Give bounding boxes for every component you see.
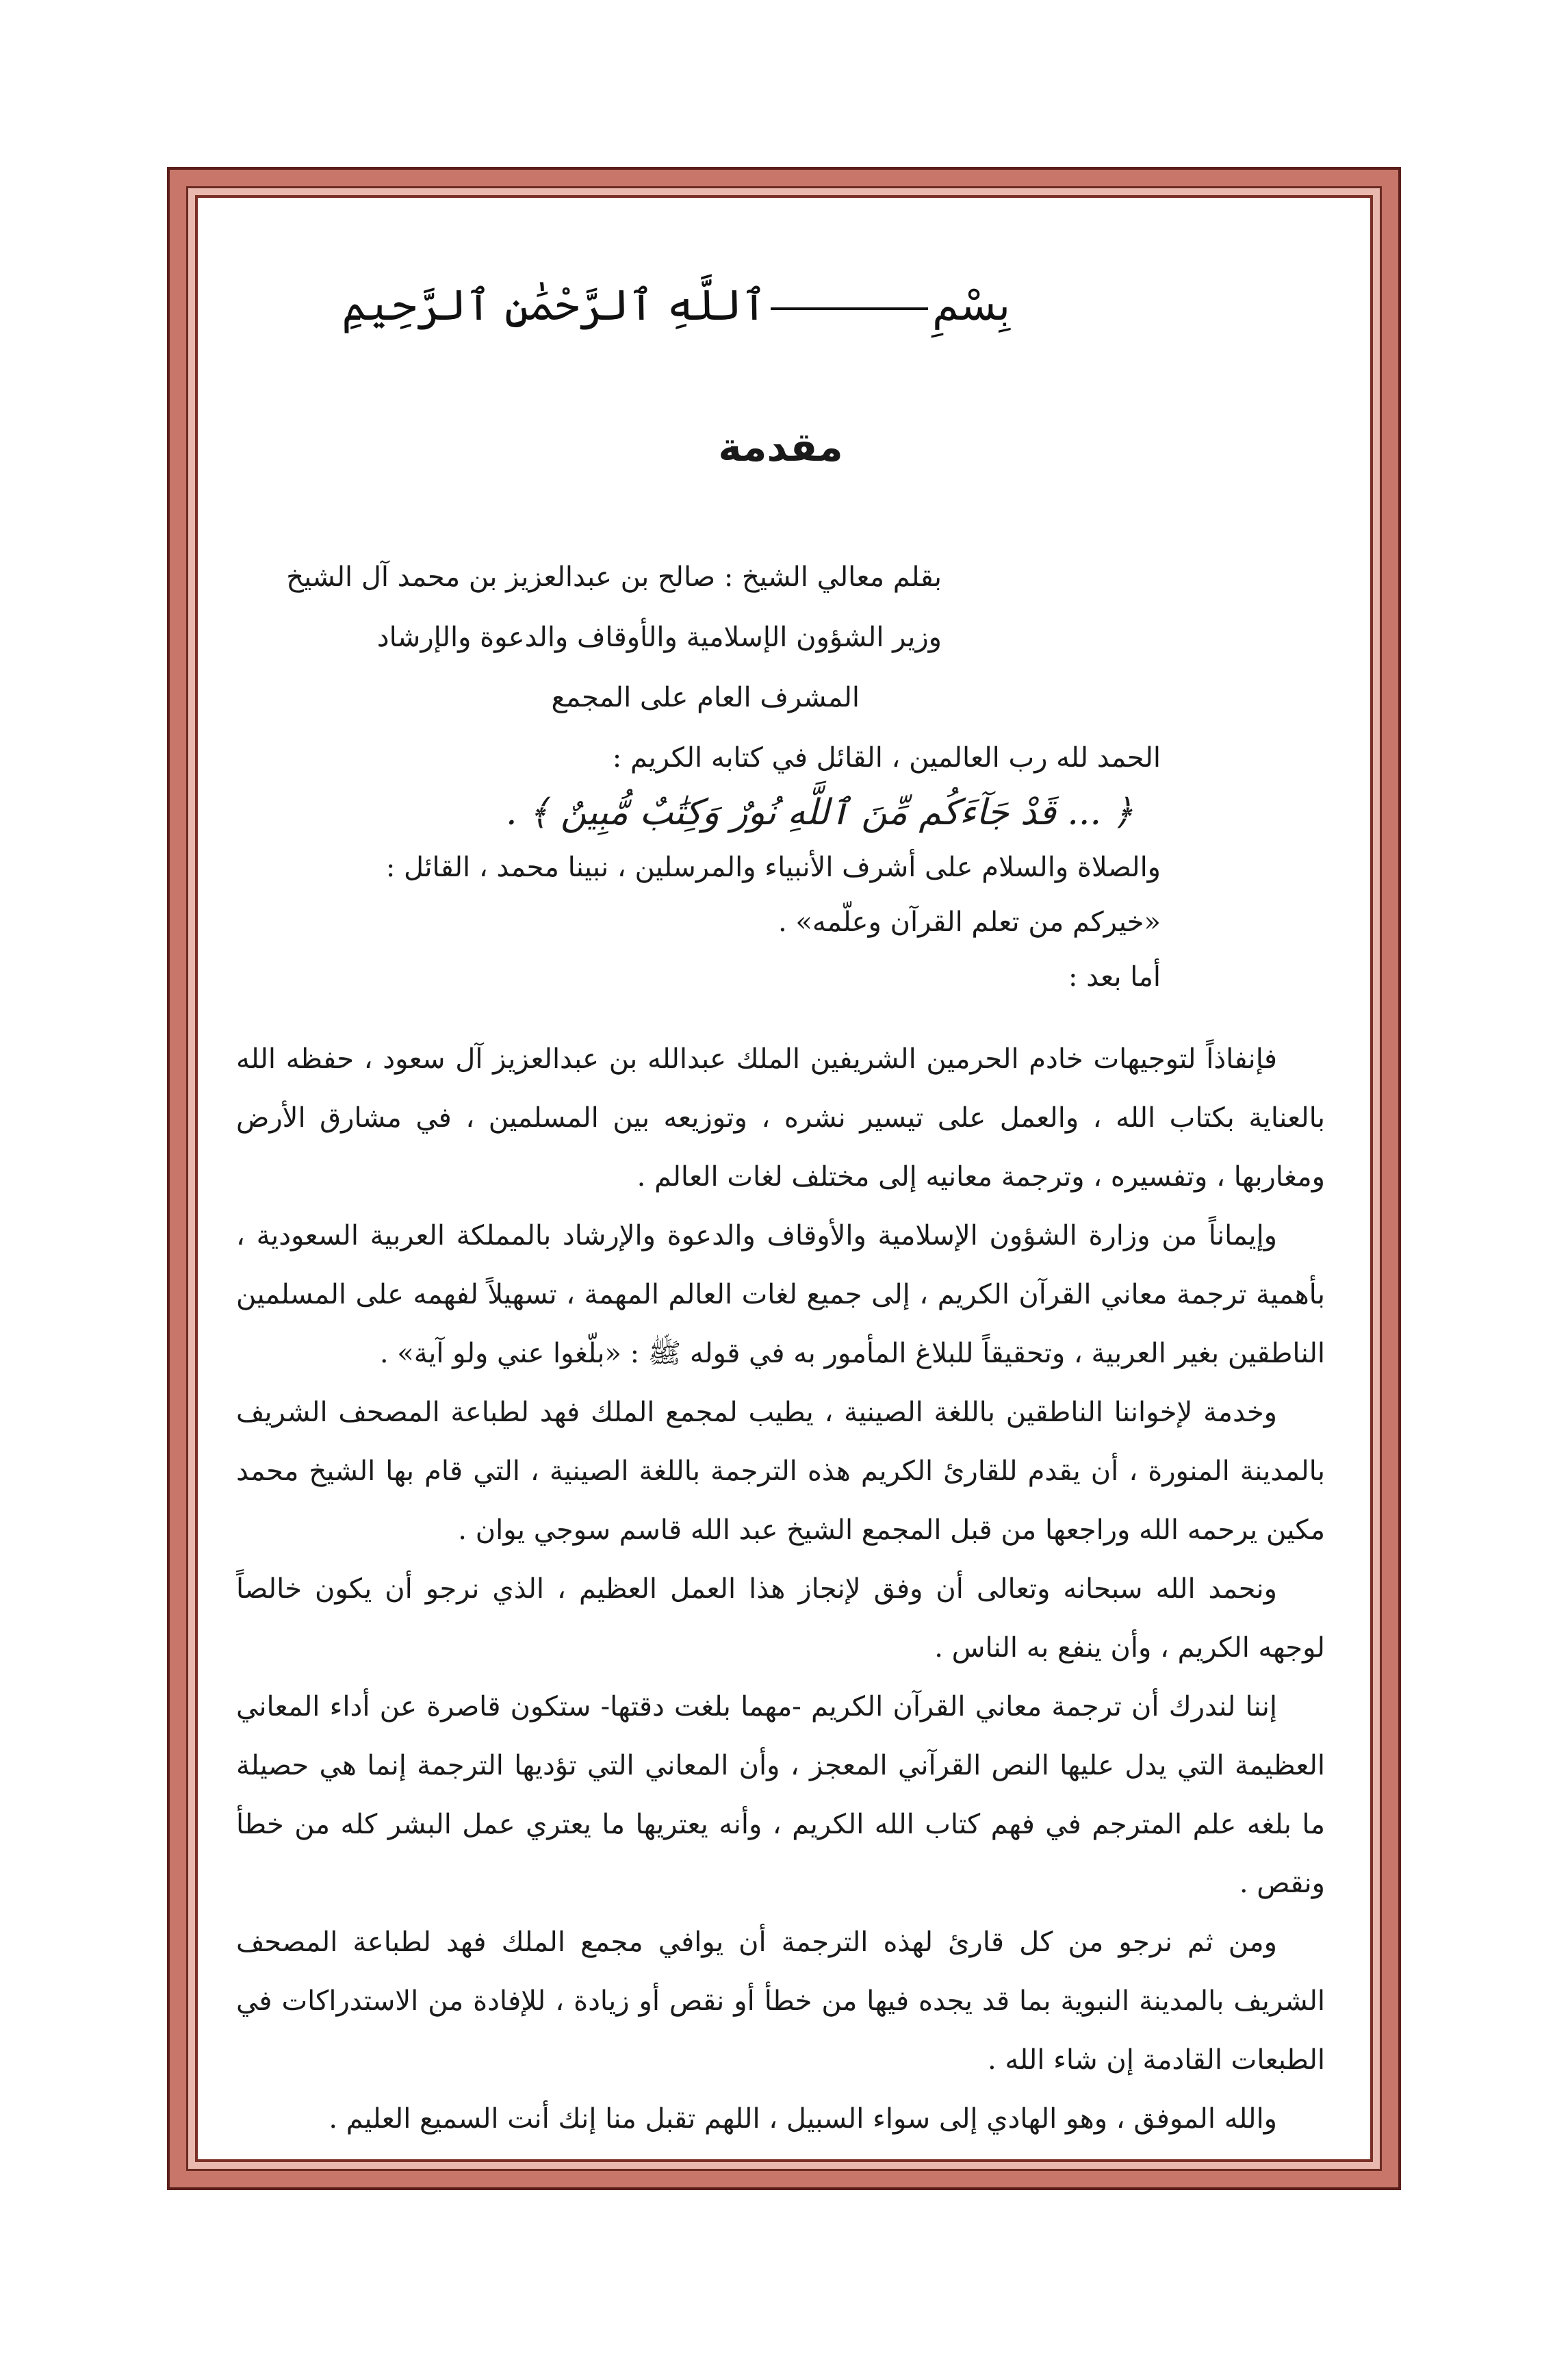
basmala-calligraphy [342,280,1011,330]
paragraph-1: فإنفاذاً لتوجيهات خادم الحرمين الشريفين الملك عبدالله بن عبدالعزيز آل سعود ، حفظه الله بالعناية بكتاب الله ، والعمل على تيسير نشره ، وتوزيعه بين المسلمين ، في مشارق الأرض ومغاربها ، وتفسيره ، وترجمة معانيه إلى مختلف لغات العالم . [236,1043,1325,1193]
author-line-position: وزير الشؤون الإسلامية والأوقاف والدعوة والإرشاد [376,622,942,653]
page-frame-inner [195,195,1373,2162]
quran-verse: ﴿ ... قَدْ جَآءَكُم مِّنَ ٱللَّهِ نُورٌ وَكِتَٰبٌ مُّبِينٌ ﴾ . [505,792,1133,833]
hadith-line: «خيركم من تعلم القرآن وعلّمه» . [777,906,1161,938]
author-line-name: بقلم معالي الشيخ : صالح بن عبدالعزيز بن محمد آل الشيخ [286,561,942,593]
page-content [236,198,1325,2159]
body-paragraphs [236,1030,1325,2148]
basmala-stretch-stroke [771,307,928,310]
decorative-frame-middle [186,186,1382,2171]
paragraph-3: وخدمة لإخواننا الناطقين باللغة الصينية ، يطيب لمجمع الملك فهد لطباعة المصحف الشريف بالمدينة المنورة ، أن يقدم للقارئ الكريم هذه الترجمة باللغة الصينية ، التي قام بها الشيخ محمد مكين يرحمه الله وراجعها من قبل المجمع الشيخ عبد الله قاسم سوجي يوان . [236,1397,1325,1546]
paragraph-2: وإيماناً من وزارة الشؤون الإسلامية والأوقاف والدعوة والإرشاد بالمملكة العربية السعودية ، بأهمية ترجمة معاني القرآن الكريم ، إلى جميع لغات العالم المهمة ، تسهيلاً لفهمه على المسلمين الناطقين بغير العربية ، وتحقيقاً للبلاغ المأمور به في قوله ﷺ : «بلّغوا عني ولو آية» . [236,1220,1325,1369]
salutation-line: والصلاة والسلام على أشرف الأنبياء والمرسلين ، نبينا محمد ، القائل : [385,852,1161,883]
paragraph-4: ونحمد الله سبحانه وتعالى أن وفق لإنجاز هذا العمل العظيم ، الذي نرجو أن يكون خالصاً لوجهه الكريم ، وأن ينفع به الناس . [236,1573,1325,1664]
opening-block [386,730,1161,1004]
basmala-end: ٱللَّهِ ٱلرَّحْمَٰنِ ٱلرَّحِيمِ [342,280,767,330]
decorative-frame-outer [167,167,1401,2190]
author-block [286,547,942,728]
page-title: مقدمة [718,424,843,470]
author-line-supervisor: المشرف العام على المجمع [551,682,860,713]
paragraph-5: إننا لندرك أن ترجمة معاني القرآن الكريم -مهما بلغت دقتها- ستكون قاصرة عن أداء المعاني العظيمة التي يدل عليها النص القرآني المعجز ، وأن المعاني التي تؤديها الترجمة إنما هي حصيلة ما بلغه علم المترجم في فهم كتاب الله الكريم ، وأنه يعتريها ما يعتري عمل البشر كله من خطأ ونقص . [236,1691,1325,1899]
paragraph-7: والله الموفق ، وهو الهادي إلى سواء السبيل ، اللهم تقبل منا إنك أنت السميع العليم . [329,2103,1277,2135]
paragraph-6: ومن ثم نرجو من كل قارئ لهذه الترجمة أن يوافي مجمع الملك فهد لطباعة المصحف الشريف بالمدينة النبوية بما قد يجده فيها من خطأ أو نقص أو زيادة ، للإفادة من الاستدراكات في الطبعات القادمة إن شاء الله . [236,1926,1325,2076]
basmala-start: بِسْمِ [932,280,1010,330]
praise-line: الحمد لله رب العالمين ، القائل في كتابه الكريم : [612,742,1161,774]
amma-baad-line: أما بعد : [1068,961,1161,993]
